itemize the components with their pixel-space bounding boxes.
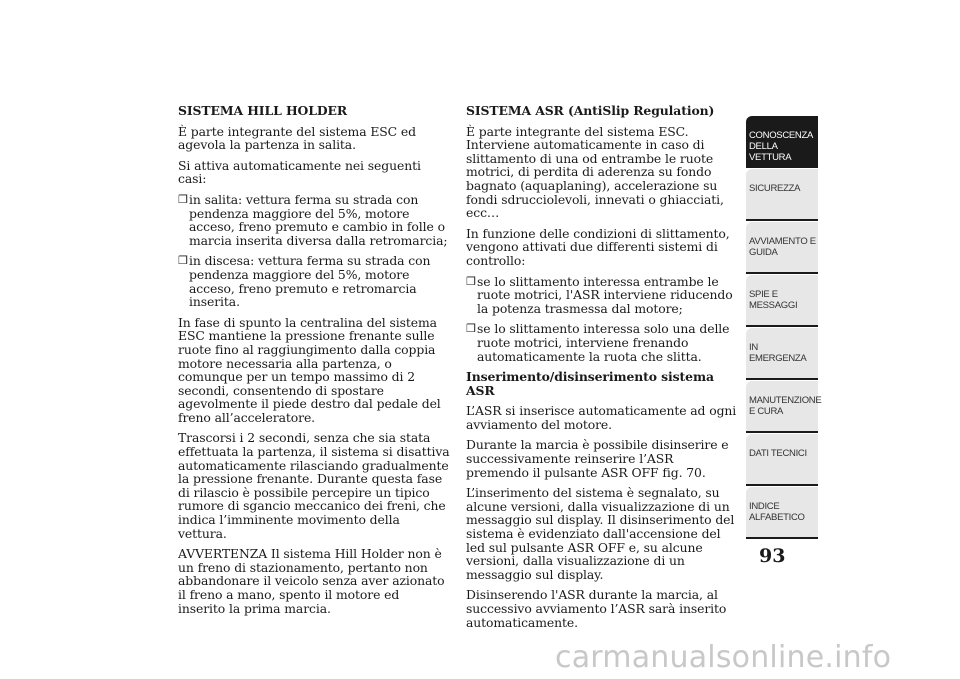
hill-holder-p3: In fase di spunto la centralina del sistema ESC mantiene la pressione frenante sulle ruote fino al raggiungimento dalla coppia motore necessaria alla partenza, o comunque per un tempo massimo di 2 secondi, consentendo di spostare agevolmente il piede destro dal pedale del freno all’acceleratore.: [178, 314, 441, 425]
sidebar-tab-emergenza[interactable]: IN EMERGENZA: [746, 328, 818, 380]
asr-subheading: Inserimento/disinserimento sistema ASR: [466, 369, 714, 398]
hill-holder-warning: AVVERTENZA Il sistema Hill Holder non è un freno di stazionamento, pertanto non abbandonare il veicolo senza aver azionato il freno a mano, spento il motore ed inserito la prima marcia.: [178, 546, 445, 616]
hill-holder-cases-intro: Si attiva automaticamente nei seguenti casi:: [178, 157, 421, 187]
sidebar-tab-conoscenza[interactable]: CONOSCENZA DELLA VETTURA: [746, 116, 818, 168]
page-number: 93: [759, 545, 786, 567]
sidebar-tab-dati-tecnici[interactable]: DATI TECNICI: [746, 434, 818, 486]
sidebar-tab-indice[interactable]: INDICE ALFABETICO: [746, 487, 818, 539]
asr-p6: Disinserendo l'ASR durante la marcia, al successivo avviamento l’ASR sarà inserito automaticamente.: [466, 587, 727, 630]
bullet-text: in salita: vettura ferma su strada con pendenza maggiore del 5%, motore acceso, freno premuto e cambio in folle o marcia inserita diversa dalla retromarcia;: [189, 191, 448, 248]
asr-intro: È parte integrante del sistema ESC. Interviene automaticamente in caso di slittamento di una od entrambe le ruote motrici, di perdita di aderenza su fondo bagnato (aquaplaning), accelerazione su fondi sdrucciolevoli, innevati o ghiacciati, ecc…: [466, 123, 724, 221]
asr-control-intro: In funzione delle condizioni di slittamento, vengono attivati due differenti sistemi di controllo:: [466, 225, 730, 268]
list-item: [466, 322, 738, 363]
list-item: [178, 254, 450, 308]
asr-heading: SISTEMA ASR (AntiSlip Regulation): [466, 103, 715, 118]
asr-p5: L’inserimento del sistema è segnalato, su alcune versioni, dalla visualizzazione di un messaggio sul display. Il disinserimento del sistema è evidenziato dall'accensione del led sul pulsante ASR OFF e, su alcune versioni, dalla visualizzazione di un messaggio sul display.: [466, 485, 735, 582]
checkbox-bullet-icon: ❒: [178, 192, 188, 206]
asr-p3: L’ASR si inserisce automaticamente ad ogni avviamento del motore.: [466, 403, 737, 432]
checkbox-bullet-icon: ❒: [466, 274, 476, 288]
asr-p4: Durante la marcia è possibile disinserire e successivamente reinserire l’ASR premendo il pulsante ASR OFF fig. 70.: [466, 437, 729, 480]
checkbox-bullet-icon: ❒: [178, 254, 188, 268]
bullet-text: se lo slittamento interessa solo una delle ruote motrici, interviene frenando automaticamente la ruota che slitta.: [477, 321, 730, 364]
right-column: [466, 104, 738, 636]
hill-holder-p4: Trascorsi i 2 secondi, senza che sia stata effettuata la partenza, il sistema si disattiva automaticamente rilasciando gradualmente la pressione frenante. Durante questa fase di rilascio è possibile percepire un tipico rumore di sgancio meccanico dei freni, che indica l’imminente movimento della vettura.: [178, 430, 450, 541]
hill-holder-heading: SISTEMA HILL HOLDER: [178, 103, 348, 118]
section-sidebar: [746, 116, 822, 539]
left-column: [178, 104, 450, 622]
checkbox-bullet-icon: ❒: [466, 322, 476, 336]
bullet-text: se lo slittamento interessa entrambe le ruote motrici, l'ASR interviene riducendo la potenza trasmessa dal motore;: [477, 273, 733, 316]
list-item: [466, 275, 738, 316]
bullet-text: in discesa: vettura ferma su strada con pendenza maggiore del 5%, motore acceso, freno premuto e retromarcia inserita.: [189, 253, 431, 310]
sidebar-tab-avviamento[interactable]: AVVIAMENTO E GUIDA: [746, 222, 818, 274]
sidebar-tab-manutenzione[interactable]: MANUTENZIONE E CURA: [746, 381, 818, 433]
list-item: [178, 193, 450, 247]
hill-holder-intro: È parte integrante del sistema ESC ed agevola la partenza in salita.: [178, 123, 416, 153]
watermark: carmanualsonline.info: [555, 640, 892, 675]
sidebar-tab-spie[interactable]: SPIE E MESSAGGI: [746, 275, 818, 327]
sidebar-tab-sicurezza[interactable]: SICUREZZA: [746, 169, 818, 221]
